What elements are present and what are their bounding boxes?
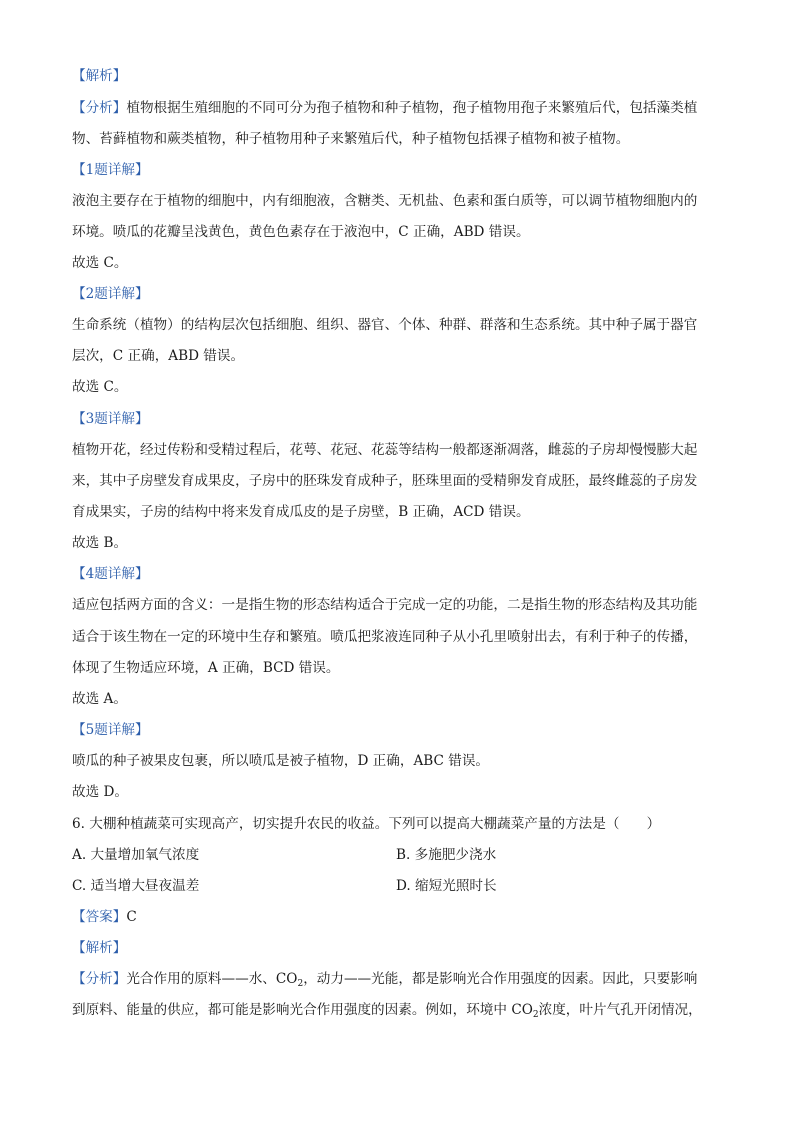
q5-answer: 故选 D。 <box>72 784 129 800</box>
q6-analysis-heading: 【解析】 <box>72 940 127 956</box>
fenxi-tag: 【分析】 <box>72 100 127 116</box>
analysis-heading: 【解析】 <box>72 68 127 84</box>
q2-text-line-2: 层次，C 正确，ABD 错误。 <box>72 348 245 364</box>
fenxi-text: 浓度，叶片气孔开闭情况， <box>538 1002 702 1018</box>
q6-option-a: A. 大量增加氧气浓度 <box>72 847 200 863</box>
q4-answer: 故选 A。 <box>72 691 127 707</box>
q2-answer: 故选 C。 <box>72 379 128 395</box>
q3-answer: 故选 B。 <box>72 535 128 551</box>
q5-text-line-1: 喷瓜的种子被果皮包裹，所以喷瓜是被子植物，D 正确，ABC 错误。 <box>72 753 490 769</box>
q3-heading: 【3题详解】 <box>72 411 149 427</box>
q1-answer: 故选 C。 <box>72 255 128 271</box>
q6-stem: 6. 大棚种植蔬菜可实现高产，切实提升农民的收益。下列可以提高大棚蔬菜产量的方法是（ ） <box>72 816 661 832</box>
fenxi-tag: 【分析】 <box>72 971 127 987</box>
q4-heading: 【4题详解】 <box>72 566 149 582</box>
q6-answer-line <box>72 907 137 927</box>
q6-option-c: C. 适当增大昼夜温差 <box>72 878 200 894</box>
fenxi-text: 植物根据生殖细胞的不同可分为孢子植物和种子植物，孢子植物用孢子来繁殖后代，包括藻类植 <box>126 100 698 116</box>
answer-value: C <box>126 909 137 925</box>
q5-heading: 【5题详解】 <box>72 722 149 738</box>
fenxi-text: 到原料、能量的供应，都可能是影响光合作用强度的因素。例如，环境中 CO <box>72 1002 533 1018</box>
subscript: 2 <box>532 1010 539 1020</box>
q3-text-line-1: 植物开花，经过传粉和受精过程后，花萼、花冠、花蕊等结构一般都逐渐凋落，雌蕊的子房却慢慢膨大起 <box>72 442 698 458</box>
q4-text-line-2: 适合于该生物在一定的环境中生存和繁殖。喷瓜把浆液连同种子从小孔里喷射出去，有利于种子的传播， <box>72 629 698 645</box>
q6-fenxi-line-2 <box>72 1000 702 1022</box>
fenxi-text: ，动力——光能，都是影响光合作用强度的因素。因此，只要影响 <box>303 971 698 987</box>
q4-text-line-1: 适应包括两方面的含义：一是指生物的形态结构适合于完成一定的功能，二是指生物的形态结构及其功能 <box>72 597 698 613</box>
q2-heading: 【2题详解】 <box>72 286 149 302</box>
q2-text-line-1: 生命系统（植物）的结构层次包括细胞、组织、器官、个体、种群、群落和生态系统。其中种子属于器官 <box>72 317 698 333</box>
fenxi-paragraph-line-1 <box>72 98 697 118</box>
fenxi-paragraph-line-2: 物、苔藓植物和蕨类植物，种子植物用种子来繁殖后代，种子植物包括裸子植物和被子植物。 <box>72 131 630 147</box>
q1-heading: 【1题详解】 <box>72 162 149 178</box>
q4-text-line-3: 体现了生物适应环境，A 正确，BCD 错误。 <box>72 660 340 676</box>
q3-text-line-3: 育成果实，子房的结构中将来发育成瓜皮的是子房壁，B 正确，ACD 错误。 <box>72 504 530 520</box>
subscript: 2 <box>297 979 304 989</box>
q6-fenxi-line-1 <box>72 969 697 991</box>
answer-tag: 【答案】 <box>72 909 127 925</box>
q3-text-line-2: 来，其中子房壁发育成果皮，子房中的胚珠发育成种子，胚珠里面的受精卵发育成胚，最终雌蕊的子房发 <box>72 473 698 489</box>
fenxi-text: 光合作用的原料——水、CO <box>126 971 298 987</box>
q6-option-d: D. 缩短光照时长 <box>396 878 497 894</box>
q1-text-line-1: 液泡主要存在于植物的细胞中，内有细胞液，含糖类、无机盐、色素和蛋白质等，可以调节植物细胞内的 <box>72 193 698 209</box>
q1-text-line-2: 环境。喷瓜的花瓣呈浅黄色，黄色色素存在于液泡中，C 正确，ABD 错误。 <box>72 224 530 240</box>
q6-option-b: B. 多施肥少浇水 <box>396 847 497 863</box>
